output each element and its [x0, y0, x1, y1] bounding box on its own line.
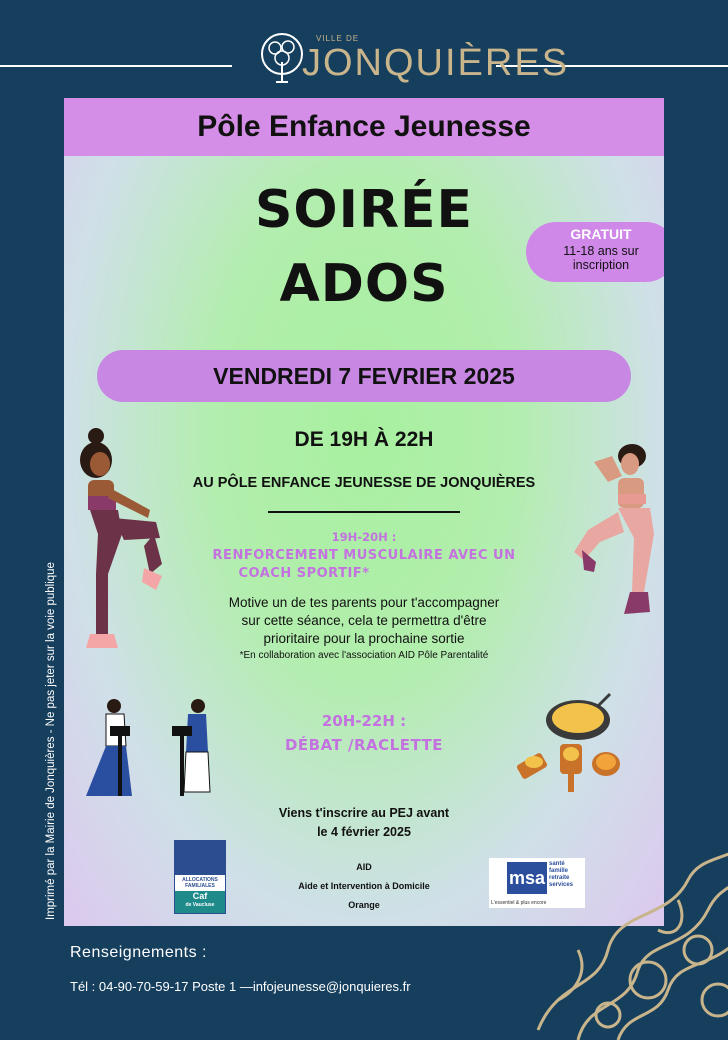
event-place: AU PÔLE ENFANCE JEUNESSE DE JONQUIÈRES [192, 475, 536, 491]
raclette-illustration [512, 692, 624, 798]
description-line: Motive un de tes parents pour t'accompagner [228, 595, 500, 610]
aid-line: Orange [348, 900, 380, 910]
session1-description [64, 594, 664, 648]
event-time: DE 19H À 22H [294, 428, 434, 451]
msa-word: services [549, 882, 574, 888]
info-title: Renseignements : [70, 944, 207, 961]
top-rule-left [0, 65, 232, 67]
poster [64, 98, 664, 926]
session1-time: 19H-20H : [331, 530, 397, 544]
description-line: prioritaire pour la prochaine sortie [263, 631, 465, 646]
aid-line: Aide et Intervention à Domicile [298, 881, 430, 891]
aid-line: AID [356, 862, 372, 872]
free-badge [526, 222, 664, 282]
caf-logo [174, 840, 226, 914]
caf-line2: FAMILIALES [185, 883, 215, 889]
msa-word: retraite [549, 875, 570, 881]
caf-sub: de Vaucluse [185, 902, 215, 908]
registration-line: Viens t'inscrire au PEJ avant [278, 806, 450, 820]
description-line: sur cette séance, cela te permettra d'être [241, 613, 487, 628]
poster-header-title: Pôle Enfance Jeunesse [197, 110, 531, 143]
registration-line: le 4 février 2025 [317, 825, 411, 839]
decorative-gold-pattern [518, 840, 728, 1040]
caf-line1: ALLOCATIONS [182, 877, 218, 883]
session2-time: 20H-22H : [321, 712, 407, 730]
tree-icon [258, 32, 306, 84]
event-date: VENDREDI 7 FEVRIER 2025 [97, 350, 631, 402]
jonquieres-logo [258, 32, 570, 86]
info-contact: Tél : 04-90-70-59-17 Poste 1 —infojeunesse@jonquieres.fr [70, 979, 411, 994]
free-badge-title: GRATUIT [570, 226, 632, 242]
session1-line2: COACH SPORTIF* [238, 566, 370, 581]
caf-name: Caf [192, 891, 208, 901]
logo-name: JONQUIÈRES [302, 42, 570, 84]
msa-tagline: L'essentiel & plus encore [491, 900, 547, 906]
title-line-2: ADOS [279, 254, 449, 314]
msa-word: santé [549, 861, 565, 867]
logo-prefix: VILLE DE [316, 34, 360, 43]
caf-text [175, 875, 225, 889]
poster-header [64, 98, 664, 156]
msa-word: famille [549, 868, 569, 874]
title-line-1: SOIRÉE [254, 180, 474, 240]
divider [268, 511, 460, 513]
caf-name-block [175, 891, 225, 913]
collaboration-note: *En collaboration avec l'association AID Pôle Parentalité [239, 650, 489, 661]
caf-emblem-icon [175, 841, 225, 875]
side-print-notice: Imprimé par la Mairie de Jonquières - Ne pas jeter sur la voie publique [45, 562, 57, 920]
free-badge-text: 11-18 ans sur inscription [563, 244, 639, 272]
msa-mark: msa [507, 862, 547, 894]
session2-label: DÉBAT /RACLETTE [284, 736, 444, 754]
registration-info [64, 804, 664, 842]
session1-line1: RENFORCEMENT MUSCULAIRE AVEC UN [212, 548, 516, 563]
aid-partner [274, 858, 454, 915]
